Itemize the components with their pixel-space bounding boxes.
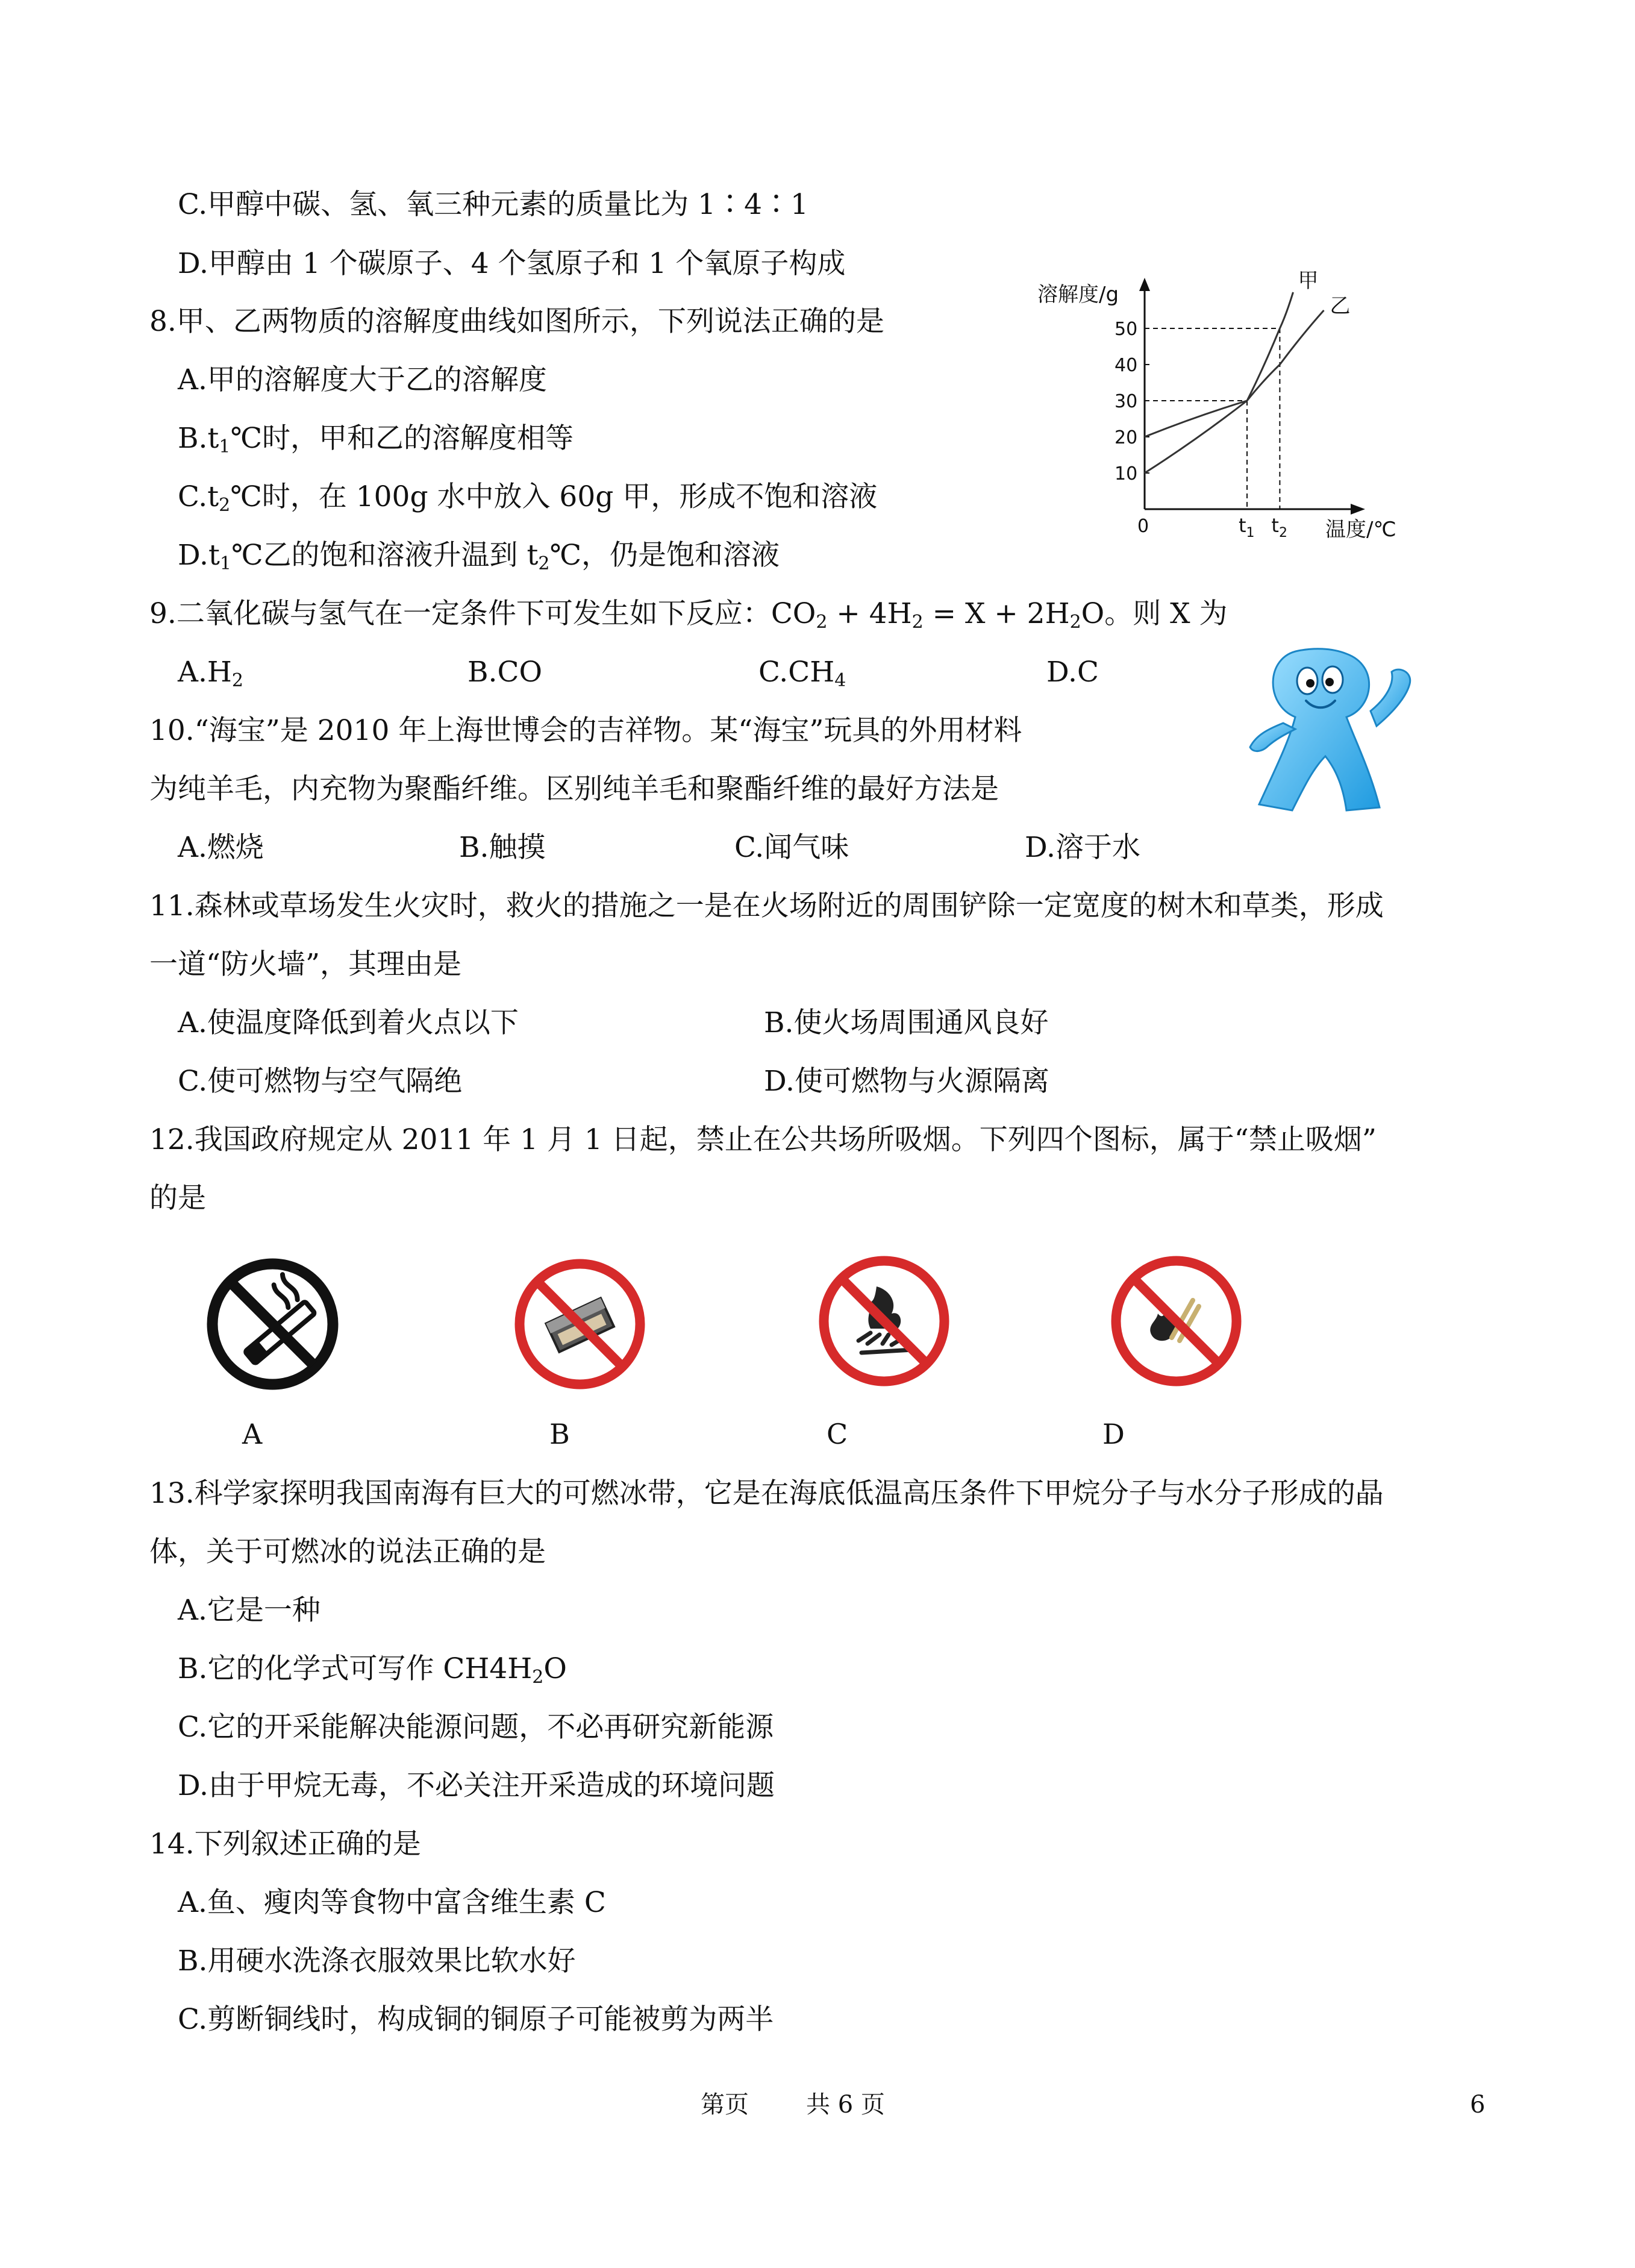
y-tick-label: 30 bbox=[1114, 391, 1138, 412]
series-curve-jia bbox=[1145, 292, 1293, 473]
option-text: D.甲醇由 1 个碳原子、4 个氢原子和 1 个氧原子构成 bbox=[178, 247, 846, 280]
question-14-stem: 14.下列叙述正确的是 bbox=[149, 1828, 421, 1861]
footer-total-pages: 共 6 页 bbox=[806, 2091, 885, 2119]
series-curve-yi bbox=[1145, 310, 1324, 437]
y-axis-arrow bbox=[1139, 278, 1150, 291]
question-11-option-d: D.使可燃物与火源隔离 bbox=[764, 1065, 1049, 1098]
x-axis-arrow bbox=[1351, 504, 1365, 515]
x-axis-label: 温度/℃ bbox=[1325, 518, 1396, 542]
origin-label: 0 bbox=[1137, 516, 1149, 537]
question-9-option-d: D.C bbox=[1046, 656, 1099, 689]
y-tick-label: 50 bbox=[1114, 319, 1138, 340]
question-12-stem-line-2: 的是 bbox=[149, 1182, 206, 1215]
question-10-stem-line-2: 为纯羊毛，内充物为聚酯纤维。区别纯羊毛和聚酯纤维的最好方法是 bbox=[149, 772, 999, 806]
question-10-option-b: B.触摸 bbox=[459, 831, 546, 864]
footer-page-number: 6 bbox=[1470, 2091, 1486, 2119]
sign-label-d: D bbox=[1102, 1418, 1125, 1450]
question-10-option-d: D.溶于水 bbox=[1025, 831, 1140, 864]
sign-label-b: B bbox=[549, 1418, 570, 1450]
series-label: 乙 bbox=[1330, 294, 1351, 318]
question-11-option-b: B.使火场周围通风良好 bbox=[764, 1006, 1049, 1039]
question-8-option-d: $D.t_1℃$乙的饱和溶液升温到 $t_2℃$，仍是饱和溶液 bbox=[178, 539, 780, 574]
question-9-stem: 9.二氧化碳与氢气在一定条件下可发生如下反应：$CO_2 + 4H_2 = X + 2H_2O$。则 X 为 bbox=[149, 597, 1228, 633]
question-11-stem-line-1: 11.森林或草场发生火灾时，救火的措施之一是在火场附近的周围铲除一定宽度的树木和草类，形成 bbox=[149, 889, 1384, 923]
question-10-stem-line-1: 10.“海宝”是 2010 年上海世博会的吉祥物。某“海宝”玩具的外用材料 bbox=[149, 714, 1022, 747]
haibao-mascot-image bbox=[1241, 639, 1434, 819]
question-8-option-a: A.甲的溶解度大于乙的溶解度 bbox=[178, 363, 547, 396]
question-14-option-a: A.鱼、瘦肉等食物中富含维生素 C bbox=[178, 1886, 606, 1919]
series-label: 甲 bbox=[1298, 271, 1319, 293]
y-tick-label: 10 bbox=[1114, 463, 1138, 484]
sign-label-a: A bbox=[242, 1418, 263, 1450]
y-tick-label: 20 bbox=[1114, 427, 1138, 448]
x-tick-subscript: 2 bbox=[1278, 525, 1287, 540]
no-open-flame-sign-icon bbox=[1108, 1253, 1244, 1389]
question-11-option-a: A.使温度降低到着火点以下 bbox=[178, 1006, 519, 1039]
no-matches-sign-icon bbox=[512, 1256, 648, 1392]
question-11-option-c: C.使可燃物与空气隔绝 bbox=[178, 1065, 463, 1098]
question-8-option-c: $C.t_2℃$时，在 100g 水中放入 60g 甲，形成不饱和溶液 bbox=[178, 480, 878, 516]
question-13-stem-line-1: 13.科学家探明我国南海有巨大的可燃冰带，它是在海底低温高压条件下甲烷分子与水分子形成的晶 bbox=[149, 1477, 1384, 1510]
question-8-option-b: $B.t_1℃$时，甲和乙的溶解度相等 bbox=[178, 422, 574, 457]
question-14-option-b: B.用硬水洗涤衣服效果比软水好 bbox=[178, 1944, 576, 1978]
no-smoking-sign-icon bbox=[205, 1256, 340, 1392]
question-9-option-c: $C.CH_4$ bbox=[758, 656, 846, 691]
question-14-option-c: C.剪断铜线时，构成铜的铜原子可能被剪为两半 bbox=[178, 2003, 774, 2036]
question-8-stem: 8.甲、乙两物质的溶解度曲线如图所示，下列说法正确的是 bbox=[149, 305, 884, 338]
solubility-chart bbox=[1024, 271, 1458, 560]
x-tick-label: $t_1$ bbox=[1239, 514, 1255, 540]
question-12-stem-line-1: 12.我国政府规定从 2011 年 1 月 1 日起，禁止在公共场所吸烟。下列四个图标，属于“禁止吸烟” bbox=[149, 1123, 1377, 1156]
question-9-option-a: $A.H_2$ bbox=[178, 656, 243, 691]
question-9-option-b: B.CO bbox=[467, 656, 542, 689]
question-13-option-b: B.它的化学式可写作 $CH4H_2O$ bbox=[178, 1652, 567, 1688]
x-tick-label: $t_2$ bbox=[1271, 514, 1287, 540]
question-13-option-a: A.它是一种 bbox=[178, 1594, 320, 1627]
no-burning-sign-icon bbox=[816, 1253, 952, 1389]
question-13-stem-line-2: 体，关于可燃冰的说法正确的是 bbox=[149, 1535, 546, 1568]
footer-page-label: 第页 bbox=[701, 2091, 749, 2119]
sign-label-c: C bbox=[827, 1418, 848, 1450]
question-10-option-a: A.燃烧 bbox=[178, 831, 264, 864]
question-10-option-c: C.闻气味 bbox=[734, 831, 849, 864]
question-11-stem-line-2: 一道“防火墙”，其理由是 bbox=[149, 948, 462, 981]
x-tick-subscript: 1 bbox=[1246, 525, 1255, 540]
y-tick-label: 40 bbox=[1114, 355, 1138, 376]
option-text: C.甲醇中碳、氢、氧三种元素的质量比为 1∶4∶1 bbox=[178, 188, 808, 221]
y-axis-label: 溶解度/g bbox=[1037, 283, 1119, 307]
question-13-option-c: C.它的开采能解决能源问题，不必再研究新能源 bbox=[178, 1711, 774, 1744]
question-13-option-d: D.由于甲烷无毒，不必关注开采造成的环境问题 bbox=[178, 1769, 775, 1802]
